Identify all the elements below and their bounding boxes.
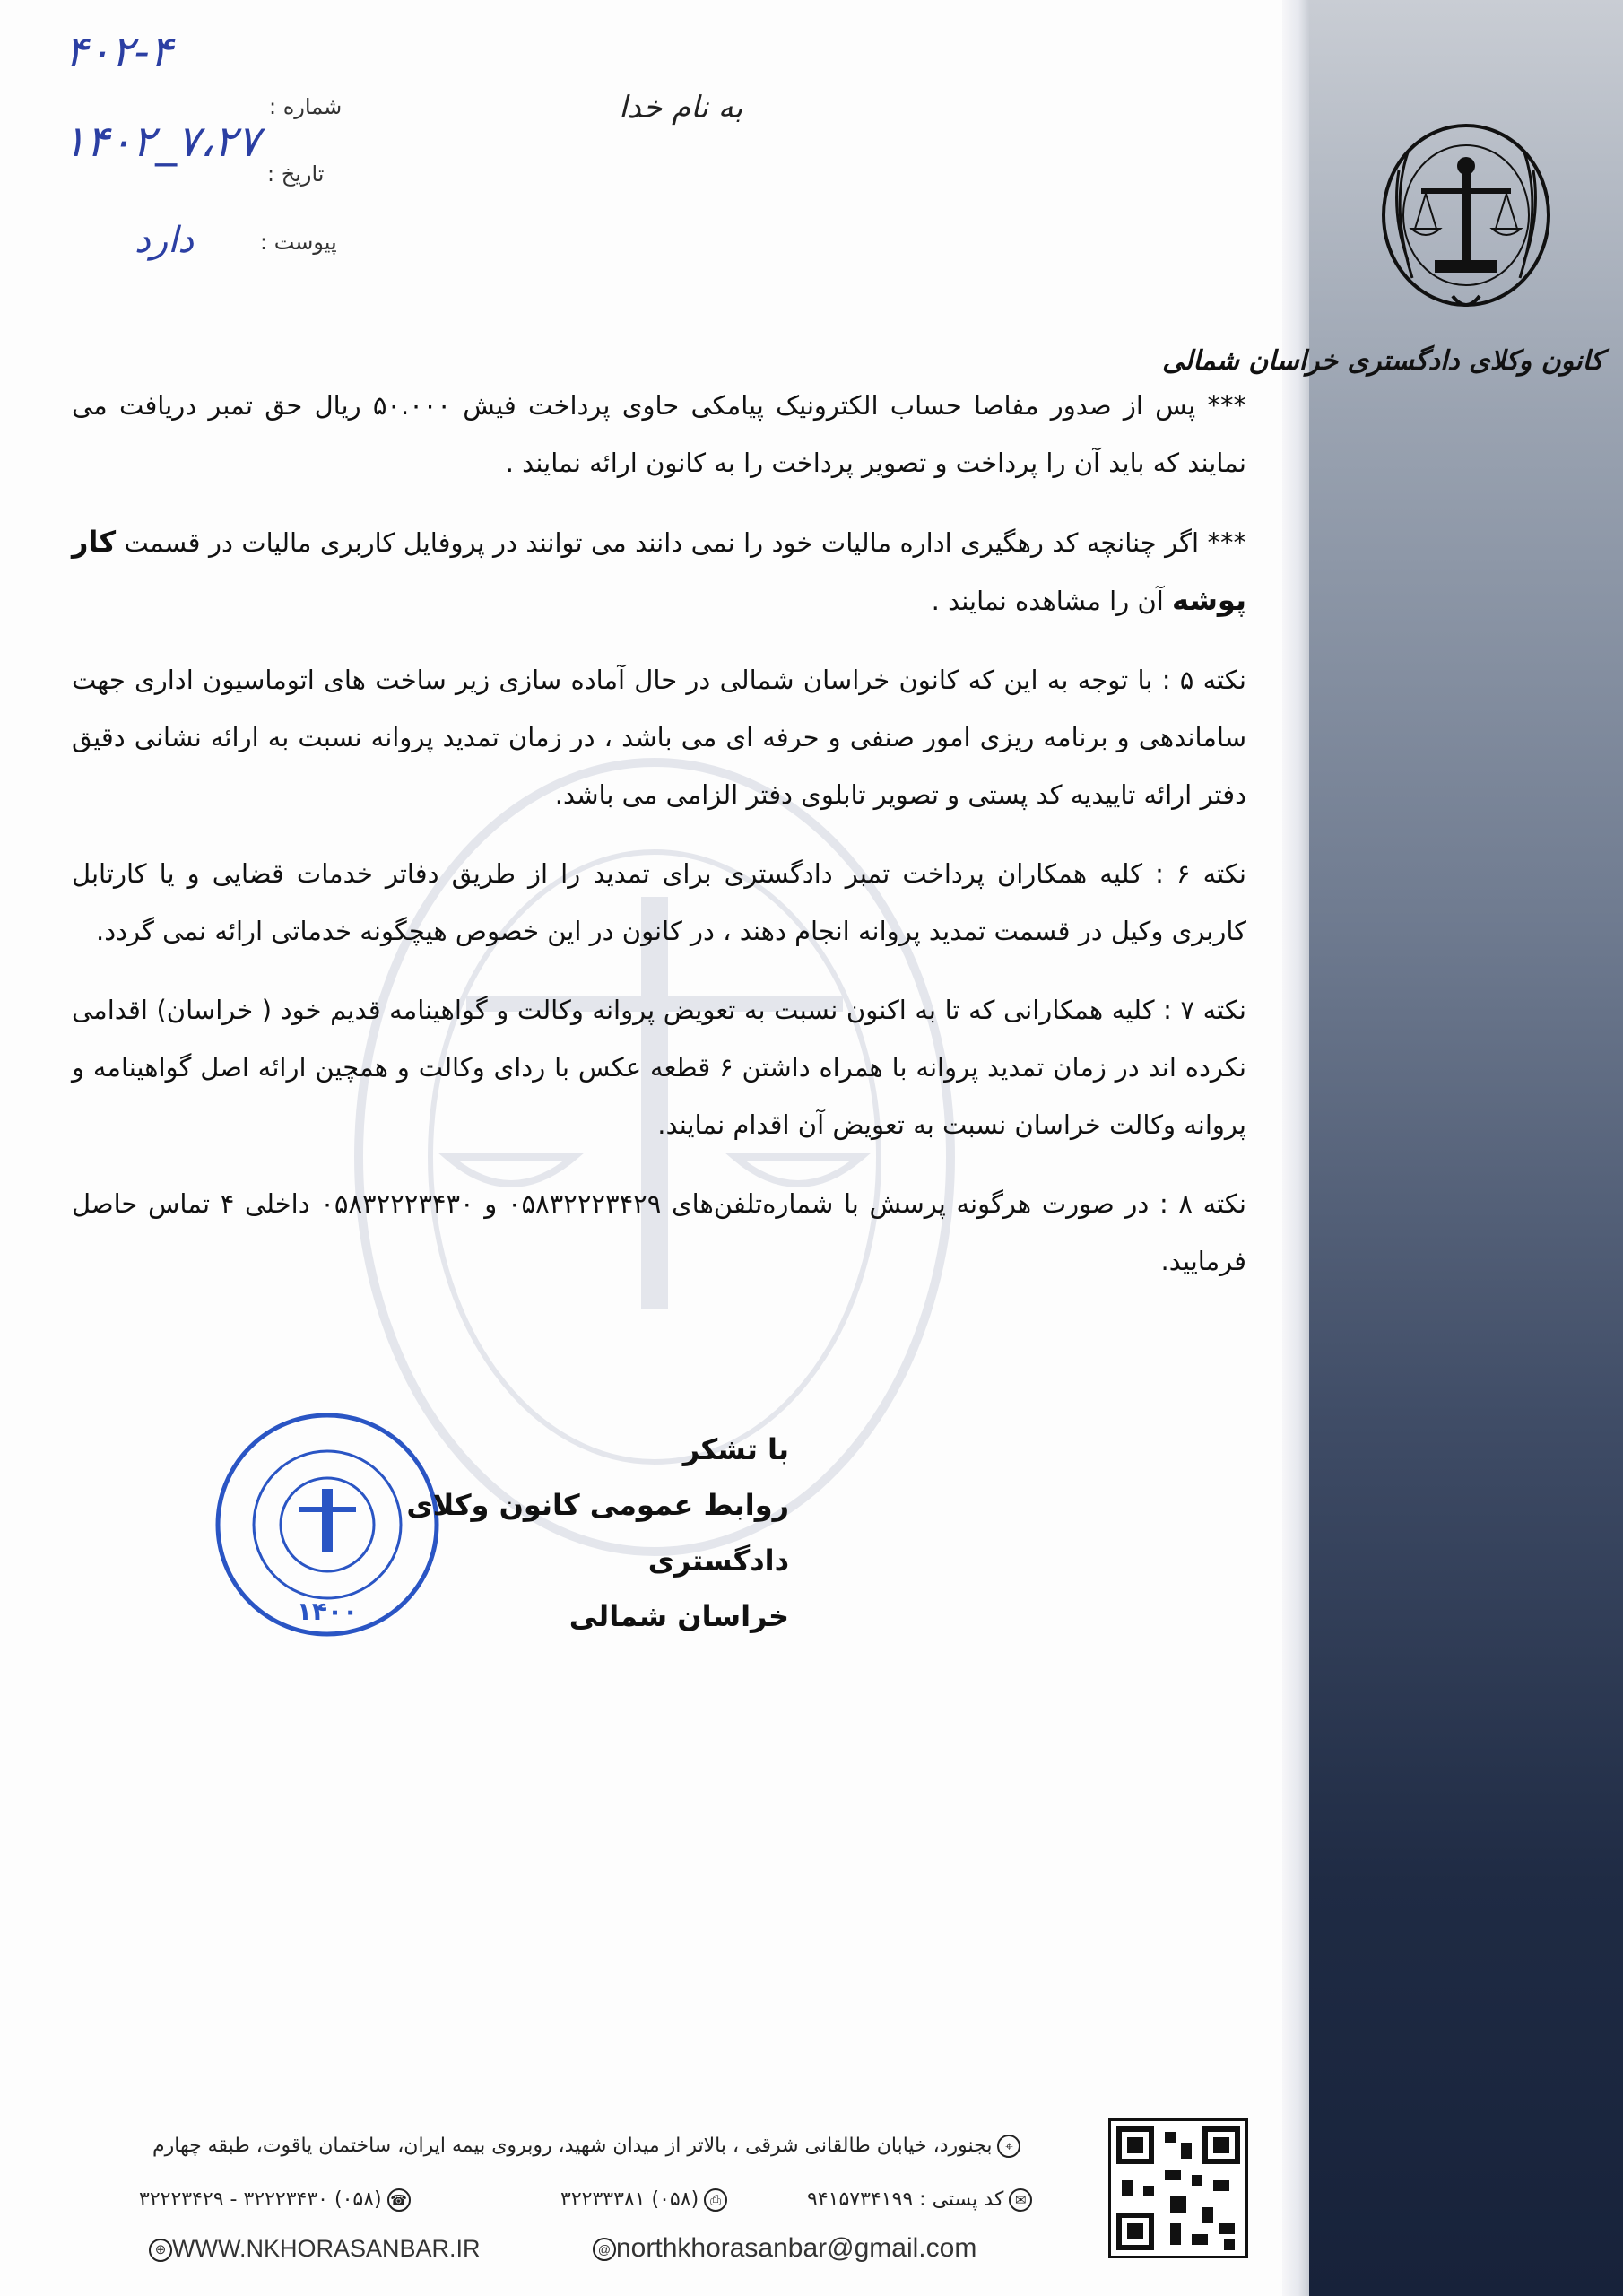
qr-code[interactable] bbox=[1108, 2118, 1248, 2258]
attachment-handwritten: دارد bbox=[135, 220, 195, 261]
fax-icon: ⎙ bbox=[704, 2188, 727, 2212]
phone-icon: ☎ bbox=[387, 2188, 411, 2212]
bar-association-emblem bbox=[1372, 117, 1560, 332]
letter-body bbox=[72, 377, 1246, 1311]
tracking-code-bold: کار پوشه bbox=[72, 525, 1246, 617]
email-icon: @ bbox=[593, 2238, 616, 2261]
mail-icon: ✉ bbox=[1009, 2188, 1032, 2212]
paragraph-note-5: نکته ۵ : با توجه به این که کانون خراسان شمالی در حال آماده سازی زیر ساخت های اتوماسیون اداری جهت ساماندهی و برنامه ریزی امور صنفی و حرفه ای می باشد ، در زمان تمدید پروانه نسبت به ارائه نشانی دقیق دفتر ارائه تاییدیه کد پستی و تصویر تابلوی دفتر الزامی می باشد. bbox=[72, 665, 1246, 810]
footer-fax bbox=[560, 2188, 727, 2212]
paragraph-note-8: نکته ۸ : در صورت هرگونه پرسش با شماره‌تلفن‌های ۰۵۸۳۲۲۲۳۴۲۹ و ۰۵۸۳۲۲۲۳۴۳۰ داخلی ۴ تماس حاصل فرمایید. bbox=[72, 1188, 1247, 1276]
tracking-code-text: *** اگر چنانچه کد رهگیری اداره مالیات خود را نمی دانند می توانند در پروفایل کاربری مالیات در قسمت bbox=[116, 527, 1246, 558]
closing-signature bbox=[377, 1422, 789, 1644]
closing-region: خراسان شمالی bbox=[568, 1599, 789, 1633]
paragraph-tracking-code bbox=[72, 513, 1246, 630]
footer-address-text: بجنورد، خیابان طالقانی شرقی ، بالاتر از میدان شهید، روبروی بیمه ایران، ساختمان یاقوت، طبقه چهارم bbox=[152, 2135, 993, 2157]
footer-address bbox=[152, 2135, 1020, 2158]
date-handwritten: ۱۴۰۲_۷،۲۷ bbox=[63, 117, 260, 167]
footer-fax-text: (۰۵۸) ۳۲۲۳۳۳۸۱ bbox=[560, 2188, 699, 2211]
bismillah: به نام خدا bbox=[619, 90, 743, 126]
closing-thanks: با تشکر bbox=[682, 1432, 789, 1466]
closing-dept: روابط عمومی کانون وکلای دادگستری bbox=[406, 1488, 789, 1578]
globe-icon: ⊕ bbox=[149, 2239, 172, 2262]
side-band bbox=[1162, 0, 1623, 2296]
attachment-label: پیوست : bbox=[260, 230, 337, 255]
date-label: تاریخ : bbox=[267, 161, 325, 187]
organization-name: کانون وکلای دادگستری خراسان شمالی bbox=[1162, 345, 1603, 377]
footer-phones-text: (۰۵۸) ۳۲۲۲۳۴۳۰ - ۳۲۲۲۳۴۲۹ bbox=[139, 2188, 382, 2211]
number-handwritten: ۴۰۲-۴ bbox=[65, 27, 173, 77]
footer-postal-text: کد پستی : ۹۴۱۵۷۳۴۱۹۹ bbox=[807, 2188, 1004, 2211]
number-label: شماره : bbox=[269, 94, 343, 119]
paragraph-note-6: نکته ۶ : کلیه همکاران پرداخت تمبر دادگستری برای تمدید را از طریق دفاتر خدمات قضایی و یا کارتابل کاربری وکیل در قسمت تمدید پروانه انجام دهند ، در کانون در این خصوص هیچگونه خدماتی ارائه نمی گردد. bbox=[72, 858, 1246, 946]
footer-postal bbox=[807, 2188, 1032, 2212]
footer-website[interactable] bbox=[143, 2235, 481, 2263]
footer-email[interactable] bbox=[587, 2233, 976, 2264]
band-edge bbox=[1282, 0, 1309, 2296]
footer-phones bbox=[139, 2188, 411, 2212]
footer-website-text[interactable]: WWW.NKHORASANBAR.IR bbox=[172, 2235, 481, 2262]
tracking-code-text-end: آن را مشاهده نمایند . bbox=[931, 586, 1173, 616]
location-pin-icon: ⌖ bbox=[997, 2135, 1020, 2158]
stamp-year: ۱۴۰۰ bbox=[296, 1596, 359, 1626]
paragraph-fee-notice: *** پس از صدور مفاصا حساب الکترونیک پیامکی حاوی پرداخت فیش ۵۰.۰۰۰ ریال حق تمبر دریافت می نمایند که باید آن را پرداخت و تصویر پرداخت را به کانون ارائه نمایند . bbox=[72, 390, 1246, 478]
footer-email-text[interactable]: northkhorasanbar@gmail.com bbox=[616, 2233, 977, 2263]
paragraph-note-7: نکته ۷ : کلیه همکارانی که تا به اکنون نسبت به تعویض پروانه وکالت و گواهینامه قدیم خود ( خراسان) اقدامی نکرده اند در زمان تمدید پروانه با همراه داشتن ۶ قطعه عکس با ردای وکالت و همچین ارائه اصل گواهینامه و پروانه وکالت خراسان نسبت به تعویض آن اقدام نمایند. bbox=[72, 995, 1246, 1140]
